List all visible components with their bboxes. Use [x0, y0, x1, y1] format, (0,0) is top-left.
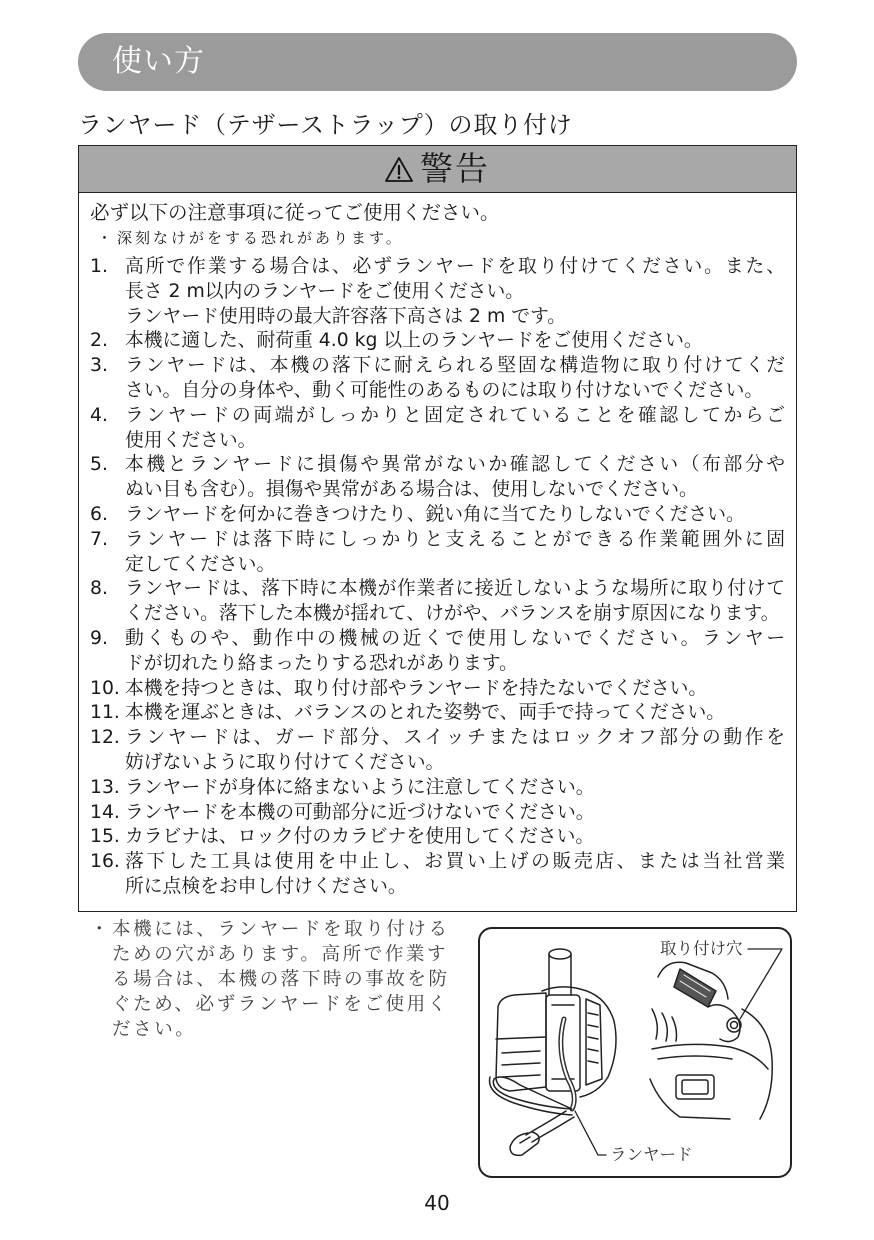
warning-item-number: 13.	[90, 776, 120, 798]
warning-item	[90, 354, 785, 404]
warning-item-line: ランヤードは、ガード部分、スイッチまたはロックオフ部分の動作を	[125, 727, 785, 749]
attachment-hole-detail	[650, 962, 772, 1119]
warning-item-text	[125, 404, 785, 454]
warning-item-line: ランヤードを何かに巻きつけたり、鋭い角に当てたりしないでください。	[125, 503, 745, 525]
page-title: 使い方	[112, 44, 205, 79]
warning-item-line: 本機を運ぶときは、バランスのとれた姿勢で、両手で持ってください。	[125, 702, 726, 724]
warning-item-line: 本機を持つときは、取り付け部やランヤードを持たないでください。	[125, 677, 708, 699]
tool-drawing	[480, 929, 790, 1176]
warning-item-text	[125, 503, 785, 528]
warning-item-line: さい。自分の身体や、動く可能性のあるものには取り付けないでください。	[125, 379, 764, 401]
warning-item-line: 長さ 2 m以内のランヤードをご使用ください。	[125, 280, 525, 302]
warning-item-line: ランヤードを本機の可動部分に近づけないでください。	[125, 801, 595, 823]
warning-item-number: 11.	[90, 702, 120, 724]
warning-item-line: ぬい目も含む）。損傷や異常がある場合は、使用しないでください。	[125, 479, 698, 501]
warning-item	[90, 850, 785, 900]
warning-body	[79, 193, 796, 900]
warning-item-line: 所に点検をお申し付けください。	[125, 875, 407, 897]
warning-item-number: 6.	[90, 503, 108, 525]
warning-item-text	[125, 329, 785, 354]
tool-body	[496, 949, 616, 1097]
header-bar	[78, 33, 797, 91]
warning-item-line: ランヤードは、落下時に本機が作業者に接近しないような場所に取り付けて	[125, 578, 785, 600]
warning-header	[79, 146, 796, 193]
warning-item	[90, 726, 785, 776]
warning-item-text	[125, 726, 785, 776]
warning-item-text	[125, 776, 785, 801]
warning-item-text	[125, 677, 785, 702]
warning-item-text	[125, 627, 785, 677]
info-line: ための穴があります。高所で作業す	[112, 944, 449, 965]
warning-item-number: 16.	[90, 851, 120, 873]
warning-item-text	[125, 528, 785, 578]
warning-item	[90, 577, 785, 627]
warning-item-line: 本機に適した、耐荷重 4.0 kg 以上のランヤードをご使用ください。	[125, 330, 703, 352]
section-title: ランヤード（テザーストラップ）の取り付け	[78, 111, 573, 139]
warning-item-text	[125, 354, 785, 404]
warning-item-line: 妨げないように取り付けてください。	[125, 751, 445, 773]
info-line: ぐため、必ずランヤードをご使用く	[112, 994, 449, 1015]
warning-item-text	[125, 801, 785, 826]
warning-item-line: 定してください。	[125, 553, 276, 575]
warning-item-line: ランヤードは落下時にしっかりと支えることができる作業範囲外に固	[125, 528, 785, 550]
carabiner	[510, 1132, 539, 1155]
info-line: 本機には、ランヤードを取り付ける	[112, 919, 450, 940]
label-lanyard: ランヤード	[610, 1145, 693, 1164]
warning-item-line: ランヤードは、本機の落下に耐えられる堅固な構造物に取り付けてくだ	[125, 355, 785, 377]
warning-item	[90, 627, 785, 677]
warning-item-line: ランヤードの両端がしっかりと固定されていることを確認してからご	[125, 404, 785, 426]
info-line: る場合は、本機の落下時の事故を防	[112, 969, 450, 990]
label-attachment-hole: 取り付け穴	[660, 939, 743, 958]
warning-item	[90, 404, 785, 454]
warning-item-line: ランヤード使用時の最大許容落下高さは 2 m です。	[125, 305, 567, 327]
warning-item-line: ください。落下した本機が揺れて、けがや、バランスを崩す原因になります。	[125, 603, 780, 625]
warning-item	[90, 528, 785, 578]
warning-item-number: 14.	[90, 801, 120, 823]
info-text	[112, 917, 450, 1042]
warning-title: 警告	[420, 149, 490, 188]
warning-item-line: 本機とランヤードに損傷や異常がないか確認してください（布部分や	[125, 454, 785, 476]
warning-item-number: 2.	[90, 330, 108, 352]
info-bullet: ・	[90, 919, 109, 940]
warning-item-number: 5.	[90, 454, 108, 476]
warning-intro: 必ず以下の注意事項に従ってご使用ください。	[90, 201, 500, 224]
warning-item-line: 落下した工具は使用を中止し、お買い上げの販売店、または当社営業	[125, 851, 785, 873]
note-text: 深刻なけがをする恐れがあります。	[117, 229, 404, 247]
warning-item-number: 7.	[90, 528, 108, 550]
warning-item-line: 高所で作業する場合は、必ずランヤードを取り付けてください。また、	[125, 256, 785, 277]
info-line: ださい。	[112, 1019, 197, 1040]
warning-item-text	[125, 701, 785, 726]
warning-item-number: 15.	[90, 826, 120, 848]
warning-item-text	[125, 850, 785, 900]
warning-item-number: 4.	[90, 404, 108, 426]
warning-item-line: ドが切れたり絡まったりする恐れがあります。	[125, 652, 518, 674]
warning-item-number: 3.	[90, 355, 108, 377]
warning-item-number: 1.	[90, 256, 108, 277]
warning-item-number: 9.	[90, 627, 108, 649]
warning-item-text	[125, 453, 785, 503]
warning-item-text	[125, 577, 785, 627]
warning-item	[90, 453, 785, 503]
info-note	[90, 917, 450, 1042]
warning-item	[90, 329, 785, 354]
warning-item	[90, 825, 785, 850]
warning-item	[90, 701, 785, 726]
warning-item	[90, 776, 785, 801]
warning-item	[90, 801, 785, 826]
warning-item-line: カラビナは、ロック付のカラビナを使用してください。	[125, 826, 595, 848]
page-number: 40	[424, 1191, 450, 1215]
warning-item-text	[125, 825, 785, 850]
note-bullet: ・	[97, 229, 113, 247]
warning-items	[90, 255, 785, 900]
warning-item-line: ランヤードが身体に絡まないように注意してください。	[125, 776, 595, 798]
warning-item	[90, 255, 785, 329]
lanyard-illustration	[478, 927, 792, 1178]
warning-note	[97, 225, 785, 251]
warning-item-line: 動くものや、動作中の機械の近くで使用しないでください。ランヤー	[125, 627, 785, 649]
warning-item	[90, 503, 785, 528]
warning-box	[78, 145, 797, 912]
warning-item-line: 使用ください。	[125, 429, 257, 451]
warning-item	[90, 677, 785, 702]
warning-triangle-icon	[385, 156, 413, 183]
warning-item-text	[125, 255, 785, 329]
warning-item-number: 12.	[90, 727, 120, 749]
warning-item-number: 10.	[90, 677, 120, 699]
warning-item-number: 8.	[90, 578, 108, 600]
